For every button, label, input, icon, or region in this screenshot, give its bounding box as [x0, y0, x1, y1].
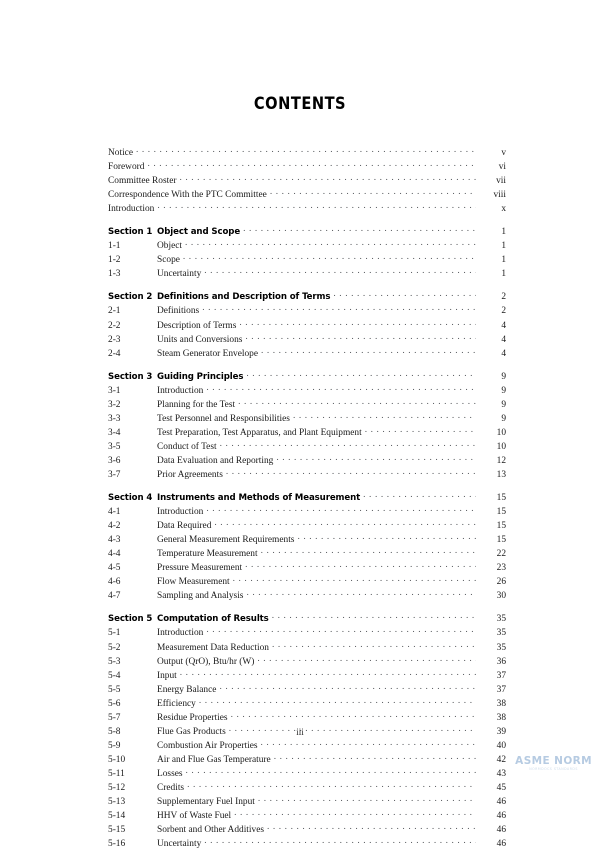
toc-entry-number: 4-7	[108, 591, 121, 602]
toc-entry-title: Introduction	[157, 628, 204, 639]
dot-leader	[270, 188, 476, 197]
toc-entry-page-number: 13	[496, 469, 506, 480]
toc-entry-title: Supplementary Fuel Input	[157, 797, 255, 808]
toc-entry-number: 4-1	[108, 507, 121, 518]
toc-entry-title: Combustion Air Properties	[157, 740, 258, 751]
toc-entry-number: Section 4	[108, 493, 153, 504]
toc-entry-title: Notice	[108, 148, 133, 158]
toc-entry-page-number: 45	[496, 782, 506, 793]
toc-entry-row[interactable]	[108, 669, 506, 683]
toc-entry-number: 4-3	[108, 535, 121, 546]
toc-entry-number: 5-12	[108, 782, 126, 793]
toc-entry-number: 3-5	[108, 441, 121, 452]
toc-front-matter-row[interactable]	[108, 188, 506, 202]
toc-entry-title: HHV of Waste Fuel	[157, 811, 232, 822]
dot-leader	[147, 160, 476, 169]
toc-entry-number: 5-10	[108, 754, 126, 765]
dot-leader	[219, 683, 476, 692]
dot-leader	[246, 589, 476, 598]
toc-entry-row[interactable]	[108, 809, 506, 823]
toc-entry-title: Flow Measurement	[157, 577, 230, 588]
toc-entry-row[interactable]	[108, 333, 506, 347]
dot-leader	[363, 491, 476, 500]
toc-entry-number: 3-4	[108, 427, 121, 438]
toc-entry-row[interactable]	[108, 753, 506, 767]
toc-entry-page-number: 15	[496, 535, 506, 546]
toc-entry-page-number: 4	[501, 348, 506, 359]
toc-entry-row[interactable]	[108, 398, 506, 412]
toc-entry-number: 1-3	[108, 269, 121, 280]
toc-entry-title: Output (QrO), Btu/hr (W)	[157, 656, 255, 667]
watermark-sub-text: NORMDOCS STANDARDS	[529, 766, 578, 771]
dot-leader	[204, 837, 476, 846]
toc-entry-title: Introduction	[157, 385, 204, 396]
toc-entry-page-number: 1	[501, 255, 506, 266]
toc-entry-page-number: 12	[496, 455, 506, 466]
toc-entry-page-number: 10	[496, 427, 506, 438]
toc-entry-page-number: x	[501, 204, 506, 215]
toc-entry-number: 5-8	[108, 726, 121, 737]
toc-entry-page-number: 1	[501, 241, 506, 252]
toc-entry-title: Temperature Measurement	[157, 549, 258, 560]
dot-leader	[243, 225, 476, 234]
toc-entry-number: 5-11	[108, 768, 125, 779]
toc-entry-number: 5-14	[108, 811, 126, 822]
toc-entry-title: Description of Terms	[157, 320, 237, 331]
toc-entry-title: Measurement Data Reduction	[157, 642, 269, 653]
toc-entry-page-number: 40	[496, 740, 506, 751]
toc-section-heading-row[interactable]	[108, 225, 506, 239]
toc-entry-title: Data Evaluation and Reporting	[157, 455, 274, 466]
toc-entry-title: Pressure Measurement	[157, 563, 243, 574]
toc-entry-title: Committee Roster	[108, 176, 177, 187]
toc-front-matter-row[interactable]	[108, 202, 506, 216]
toc-entry-number: 3-7	[108, 469, 121, 480]
toc-entry-page-number: 2	[501, 306, 506, 317]
page-folio: iii	[296, 727, 304, 737]
toc-entry-page-number: 9	[501, 399, 506, 410]
toc-entry-title: Air and Flue Gas Temperature	[157, 754, 271, 765]
toc-entry-page-number: 26	[496, 577, 506, 588]
watermark-main-text: ASME NORM	[515, 755, 592, 768]
dot-leader	[234, 809, 476, 818]
toc-entry-page-number: 38	[496, 698, 506, 709]
toc-entry-number: 2-2	[108, 320, 121, 331]
toc-entry-row[interactable]	[108, 468, 506, 482]
toc-entry-title: Input	[157, 670, 177, 681]
toc-front-matter-row[interactable]	[108, 146, 506, 160]
toc-entry-page-number: viii	[493, 190, 506, 201]
toc-entry-title: Guiding Principles	[157, 371, 244, 382]
toc-entry-title: Units and Conversions	[157, 334, 243, 345]
toc-entry-number: Section 2	[108, 292, 153, 303]
toc-entry-row[interactable]	[108, 781, 506, 795]
dot-leader	[226, 468, 476, 477]
toc-entry-row[interactable]	[108, 641, 506, 655]
toc-entry-title: Introduction	[108, 204, 155, 215]
toc-entry-title: General Measurement Requirements	[157, 535, 295, 546]
toc-entry-title: Sampling and Analysis	[157, 591, 244, 602]
toc-entry-row[interactable]	[108, 561, 506, 575]
toc-entry-page-number: vi	[498, 162, 506, 173]
toc-entry-row[interactable]	[108, 697, 506, 711]
toc-entry-number: 5-15	[108, 825, 126, 836]
toc-section-heading-row[interactable]	[108, 290, 506, 304]
toc-entry-number: 4-5	[108, 563, 121, 574]
toc-entry-title: Scope	[157, 255, 180, 266]
toc-entry-row[interactable]	[108, 655, 506, 669]
toc-entry-number: Section 5	[108, 614, 153, 625]
toc-entry-page-number: 46	[496, 825, 506, 836]
dot-leader	[267, 823, 476, 832]
toc-entry-page-number: 30	[496, 591, 506, 602]
toc-entry-page-number: 23	[496, 563, 506, 574]
toc-entry-row[interactable]	[108, 454, 506, 468]
dot-leader	[136, 146, 476, 155]
toc-entry-page-number: 46	[496, 811, 506, 822]
dot-leader	[233, 575, 476, 584]
dot-leader	[258, 795, 476, 804]
toc-entry-title: Residue Properties	[157, 712, 228, 723]
toc-entry-row[interactable]	[108, 505, 506, 519]
toc-entry-page-number: 43	[496, 768, 506, 779]
toc-entry-number: 5-7	[108, 712, 121, 723]
toc-entry-number: 5-4	[108, 670, 121, 681]
toc-entry-title: Sorbent and Other Additives	[157, 825, 265, 836]
toc-entry-title: Planning for the Test	[157, 399, 236, 410]
dot-leader	[179, 174, 476, 183]
dot-leader	[261, 347, 476, 356]
toc-entry-number: 3-6	[108, 455, 121, 466]
toc-entry-title: Foreword	[108, 162, 145, 173]
toc-entry-page-number: 9	[501, 371, 506, 382]
dot-leader	[238, 398, 476, 407]
toc-entry-title: Uncertainty	[157, 839, 202, 850]
toc-entry-number: 4-2	[108, 521, 121, 532]
toc-entry-row[interactable]	[108, 239, 506, 253]
toc-entry-row[interactable]	[108, 347, 506, 361]
dot-leader	[257, 655, 476, 664]
toc-entry-row[interactable]	[108, 795, 506, 809]
toc-entry-number: 5-6	[108, 698, 121, 709]
dot-leader	[157, 202, 476, 211]
toc-entry-page-number: 4	[501, 334, 506, 345]
toc-entry-page-number: 46	[496, 797, 506, 808]
toc-entry-row[interactable]	[108, 589, 506, 603]
toc-entry-row[interactable]	[108, 626, 506, 640]
toc-entry-number: Section 3	[108, 371, 153, 382]
toc-entry-page-number: 4	[501, 320, 506, 331]
toc-entry-title: Test Personnel and Responsibilities	[157, 413, 290, 424]
toc-section-heading-row[interactable]	[108, 370, 506, 384]
toc-entry-page-number: 42	[496, 754, 506, 765]
toc-entry-number: 2-1	[108, 306, 121, 317]
toc-entry-row[interactable]	[108, 767, 506, 781]
dot-leader	[187, 781, 476, 790]
toc-entry-title: Conduct of Test	[157, 441, 217, 452]
toc-entry-page-number: vii	[496, 176, 506, 187]
dot-leader	[186, 767, 476, 776]
toc-section-heading-row[interactable]	[108, 612, 506, 626]
toc-entry-title: Uncertainty	[157, 269, 202, 280]
toc-entry-page-number: 9	[501, 413, 506, 424]
toc-entry-number: 2-3	[108, 334, 121, 345]
toc-entry-number: 2-4	[108, 348, 121, 359]
toc-entry-title: Steam Generator Envelope	[157, 348, 259, 359]
dot-leader	[202, 304, 476, 313]
toc-entry-row[interactable]	[108, 384, 506, 398]
dot-leader	[333, 290, 476, 299]
toc-entry-title: Test Preparation, Test Apparatus, and Plant Equipment	[157, 427, 362, 438]
toc-entry-row[interactable]	[108, 823, 506, 837]
toc-entry-number: 5-1	[108, 628, 121, 639]
toc-entry-title: Energy Balance	[157, 684, 217, 695]
toc-entry-title: Definitions	[157, 306, 200, 317]
toc-entry-row[interactable]	[108, 253, 506, 267]
toc-entry-title: Object	[157, 241, 182, 252]
toc-entry-page-number: 15	[496, 521, 506, 532]
toc-section-heading-row[interactable]	[108, 491, 506, 505]
toc-entry-page-number: 15	[496, 507, 506, 518]
toc-entry-title: Instruments and Methods of Measurement	[157, 493, 361, 504]
dot-leader	[276, 454, 476, 463]
dot-leader	[246, 370, 476, 379]
toc-entry-page-number: 38	[496, 712, 506, 723]
toc-entry-number: 3-2	[108, 399, 121, 410]
toc-entry-row[interactable]	[108, 304, 506, 318]
toc-entry-number: Section 1	[108, 227, 153, 238]
dot-leader	[261, 547, 476, 556]
toc-entry-page-number: 37	[496, 684, 506, 695]
toc-entry-number: 5-3	[108, 656, 121, 667]
toc-entry-title: Definitions and Description of Terms	[157, 292, 331, 303]
toc-entry-title: Prior Agreements	[157, 469, 223, 480]
toc-entry-page-number: 10	[496, 441, 506, 452]
toc-entry-title: Efficiency	[157, 698, 196, 709]
toc-entry-row[interactable]	[108, 711, 506, 725]
toc-entry-row[interactable]	[108, 837, 506, 851]
toc-entry-title: Data Required	[157, 521, 212, 532]
toc-entry-row[interactable]	[108, 267, 506, 281]
toc-entry-number: 3-1	[108, 385, 121, 396]
dot-leader	[272, 612, 476, 621]
dot-leader	[231, 711, 476, 720]
toc-entry-number: 5-5	[108, 684, 121, 695]
toc-entry-page-number: 2	[501, 292, 506, 303]
toc-entry-page-number: 46	[496, 839, 506, 850]
toc-entry-row[interactable]	[108, 319, 506, 333]
dot-leader	[214, 519, 476, 528]
toc-front-matter-row[interactable]	[108, 174, 506, 188]
dot-leader	[185, 239, 476, 248]
dot-leader	[239, 319, 476, 328]
toc-entry-page-number: 15	[496, 493, 506, 504]
page-title: CONTENTS	[253, 94, 347, 114]
toc-entry-page-number: 1	[501, 227, 506, 238]
toc-entry-title: Object and Scope	[157, 227, 241, 238]
dot-leader	[245, 561, 476, 570]
toc-entry-title: Losses	[157, 768, 183, 779]
toc-front-matter-row[interactable]	[108, 160, 506, 174]
toc-entry-row[interactable]	[108, 739, 506, 753]
toc-entry-page-number: 35	[496, 614, 506, 625]
toc-entry-number: 4-4	[108, 549, 121, 560]
toc-entry-title: Introduction	[157, 507, 204, 518]
toc-entry-page-number: v	[501, 148, 506, 158]
dot-leader	[245, 333, 476, 342]
toc-entry-page-number: 36	[496, 656, 506, 667]
toc-entry-page-number: 37	[496, 670, 506, 681]
dot-leader	[365, 426, 476, 435]
toc-entry-number: 1-1	[108, 241, 121, 252]
toc-entry-page-number: 22	[496, 549, 506, 560]
toc-entry-row[interactable]	[108, 519, 506, 533]
toc-entry-row[interactable]	[108, 412, 506, 426]
toc-entry-number: 4-6	[108, 577, 121, 588]
toc-entry-page-number: 39	[496, 726, 506, 737]
dot-leader	[206, 626, 476, 635]
dot-leader	[183, 253, 476, 262]
toc-entry-row[interactable]	[108, 426, 506, 440]
dot-leader	[199, 697, 476, 706]
table-of-contents	[108, 146, 506, 851]
toc-entry-row[interactable]	[108, 440, 506, 454]
dot-leader	[297, 533, 476, 542]
dot-leader	[274, 753, 476, 762]
toc-entry-number: 5-9	[108, 740, 121, 751]
toc-entry-number: 5-2	[108, 642, 121, 653]
toc-entry-title: Computation of Results	[157, 614, 269, 625]
toc-entry-number: 1-2	[108, 255, 121, 266]
dot-leader	[204, 267, 476, 276]
toc-entry-row[interactable]	[108, 547, 506, 561]
dot-leader	[180, 669, 476, 678]
toc-entry-page-number: 1	[501, 269, 506, 280]
dot-leader	[272, 641, 476, 650]
toc-entry-row[interactable]	[108, 575, 506, 589]
dot-leader	[261, 739, 476, 748]
dot-leader	[220, 440, 476, 449]
toc-entry-title: Flue Gas Products	[157, 726, 226, 737]
toc-entry-title: Correspondence With the PTC Committee	[108, 190, 267, 201]
dot-leader	[206, 384, 476, 393]
toc-entry-number: 5-16	[108, 839, 126, 850]
dot-leader	[293, 412, 476, 421]
toc-entry-row[interactable]	[108, 683, 506, 697]
toc-entry-number: 3-3	[108, 413, 121, 424]
asme-norm-watermark	[515, 756, 592, 771]
toc-entry-row[interactable]	[108, 533, 506, 547]
toc-entry-number: 5-13	[108, 797, 126, 808]
toc-entry-title: Credits	[157, 782, 185, 793]
toc-entry-page-number: 35	[496, 628, 506, 639]
toc-entry-page-number: 9	[501, 385, 506, 396]
dot-leader	[206, 505, 476, 514]
toc-entry-page-number: 35	[496, 642, 506, 653]
